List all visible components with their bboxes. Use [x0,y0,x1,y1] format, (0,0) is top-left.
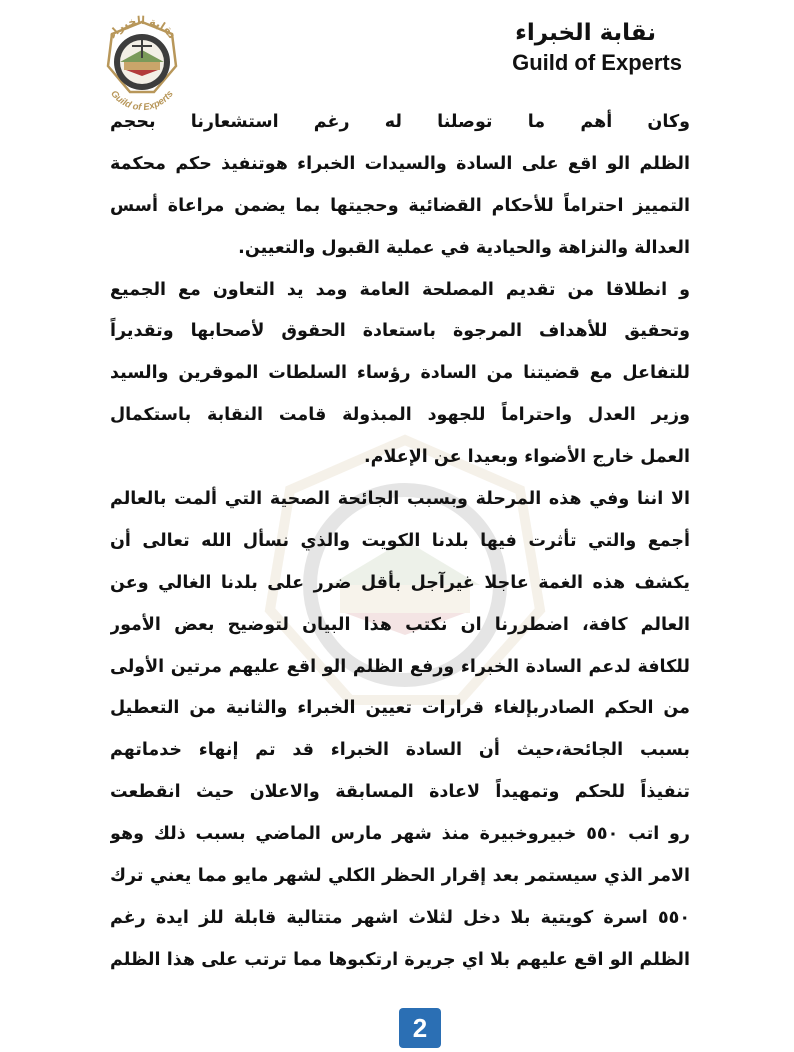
body-line: العمل خارج الأضواء وبعيدا عن الإعلام. [363,447,690,468]
body-line: تنفيذاً للحكم وتمهيداً لاعادة المسابقة والاعلان حيث انقطعت [110,782,690,803]
body-line: الظلم الو اقع عليهم بلا اي جريرة ارتكبوها مما ترتب على هذا الظلم [110,949,690,970]
body-line: التمييز احتراماً للأحكام القضائية وحجيتها بما يضمن مراعاة أسس [110,195,690,216]
body-line: وزير العدل واحتراماً للجهود المبذولة قامت النقابة باستكمال [110,405,690,426]
body-line: و انطلاقا من تقديم المصلحة العامة ومد يد التعاون مع الجميع [110,279,690,300]
body-line: للتفاعل مع قضيتنا من السادة رؤساء السلطات الموقرين والسيد [110,363,690,384]
header-title-ar: نقابة الخبراء [515,20,656,46]
body-line: الا اننا وفي هذه المرحلة وبسبب الجائحة الصحية التي ألمت بالعالم [110,489,690,510]
body-line: للكافة لدعم السادة الخبراء ورفع الظلم الو اقع عليهم مرتين الأولى [110,656,690,677]
body-line: من الحكم الصادربإلغاء قرارات تعيين الخبراء والثانية من التعطيل [110,698,690,719]
page-header [382,18,682,76]
body-line: بسبب الجائحة،حيث أن السادة الخبراء قد تم إنهاء خدماتهم [110,740,690,761]
body-line: رو اتب ٥٥٠ خبيروخبيرة منذ شهر مارس الماضي بسبب ذلك وهو [110,824,690,845]
body-line: أجمع والتي تأثرت فيها بلدنا الكويت والذي نسأل الله تعالى أن [110,530,690,551]
body-line: وتحقيق للأهداف المرجوة باستعادة الحقوق لأصحابها وتقديراً [110,321,690,342]
body-line: الامر الذي سيستمر بعد إقرار الحظر الكلي لشهر مايو مما يعني ترك [110,866,690,887]
logo-arc-ar: نقابة الخبراء [105,13,179,42]
body-line: وكان أهم ما توصلنا له رغم استشعارنا بحجم [110,112,690,132]
page-number-badge: 2 [399,1008,441,1048]
body-line: العدالة والنزاهة والحيادية في عملية القبول والتعيين. [238,237,690,258]
body-line: العالم كافة، اضطررنا ان نكتب هذا البيان لتوضيح بعض الأمور [110,614,690,635]
body-line: الظلم الو اقع على السادة والسيدات الخبراء هوتنفيذ حكم محكمة [110,153,690,174]
header-title-en: Guild of Experts [512,50,682,75]
logo-arc-en: Guild of Experts [108,88,176,114]
body-line: ٥٥٠ اسرة كويتية بلا دخل لثلاث اشهر متتالية قابلة للز ايدة رغم [110,907,690,928]
body-line: يكشف هذه الغمة عاجلا غيرآجل بأقل ضرر على بلدنا الغالي وعن [110,572,690,593]
statement-body [110,102,690,982]
